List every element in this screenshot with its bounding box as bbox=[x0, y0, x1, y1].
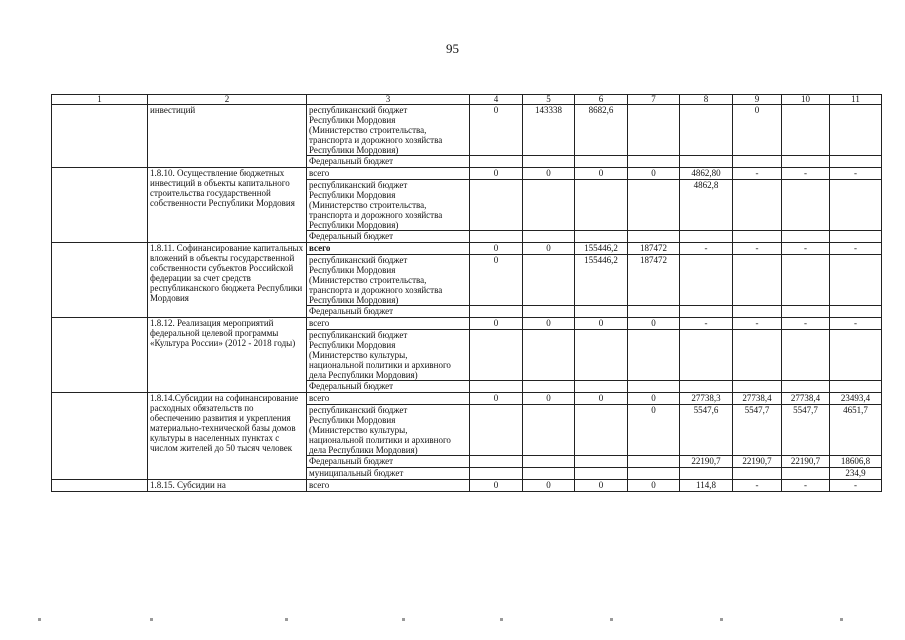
funding-source-cell: всего bbox=[307, 318, 470, 330]
value-cell bbox=[575, 180, 628, 231]
value-cell bbox=[470, 180, 523, 231]
value-cell bbox=[782, 330, 830, 381]
value-cell: 114,8 bbox=[680, 480, 733, 492]
value-cell bbox=[782, 231, 830, 243]
value-cell bbox=[575, 381, 628, 393]
value-cell: 22190,7 bbox=[680, 456, 733, 468]
value-cell bbox=[628, 381, 680, 393]
funding-source-cell: всего bbox=[307, 393, 470, 405]
value-cell: 0 bbox=[470, 318, 523, 330]
header-cell: 9 bbox=[733, 95, 782, 105]
header-cell: 6 bbox=[575, 95, 628, 105]
value-cell bbox=[830, 306, 882, 318]
measure-name-cell: 1.8.10. Осуществление бюджетных инвестиций в объекты капитального строительства государственной собственности Республики Мордовия bbox=[148, 168, 307, 243]
col1-cell bbox=[52, 393, 148, 480]
value-cell bbox=[628, 330, 680, 381]
value-cell: - bbox=[782, 243, 830, 255]
value-cell bbox=[470, 330, 523, 381]
value-cell: 0 bbox=[523, 318, 575, 330]
value-cell bbox=[470, 456, 523, 468]
value-cell: 0 bbox=[628, 168, 680, 180]
value-cell bbox=[575, 156, 628, 168]
col1-cell bbox=[52, 318, 148, 393]
measure-name-cell: 1.8.15. Субсидии на bbox=[148, 480, 307, 492]
value-cell bbox=[523, 468, 575, 480]
value-cell: 0 bbox=[523, 393, 575, 405]
value-cell: - bbox=[733, 480, 782, 492]
funding-source-cell: всего bbox=[307, 480, 470, 492]
value-cell bbox=[782, 105, 830, 156]
header-cell: 1 bbox=[52, 95, 148, 105]
value-cell: 5547,6 bbox=[680, 405, 733, 456]
value-cell bbox=[628, 456, 680, 468]
value-cell: - bbox=[733, 318, 782, 330]
funding-source-cell: республиканский бюджет Республики Мордовия (Министерство культуры, национальной политики и архивного дела Республики Мордовия) bbox=[307, 330, 470, 381]
value-cell bbox=[575, 456, 628, 468]
value-cell: 0 bbox=[523, 243, 575, 255]
funding-source-cell: Федеральный бюджет bbox=[307, 156, 470, 168]
measure-name-cell: 1.8.14.Субсидии на софинансирование расходных обязательств по обеспечению развития и укрепления материально-технической базы домов культуры в населенных пунктах с числом жителей до 50 тысяч человек bbox=[148, 393, 307, 480]
value-cell: 0 bbox=[575, 168, 628, 180]
value-cell: - bbox=[782, 480, 830, 492]
col1-cell bbox=[52, 480, 148, 492]
value-cell: - bbox=[830, 480, 882, 492]
value-cell bbox=[830, 231, 882, 243]
value-cell: 27738,4 bbox=[782, 393, 830, 405]
col1-cell bbox=[52, 105, 148, 168]
value-cell bbox=[733, 306, 782, 318]
value-cell bbox=[523, 381, 575, 393]
value-cell: - bbox=[830, 168, 882, 180]
value-cell bbox=[575, 405, 628, 456]
value-cell bbox=[830, 255, 882, 306]
value-cell: 0 bbox=[523, 168, 575, 180]
value-cell bbox=[628, 468, 680, 480]
value-cell bbox=[680, 105, 733, 156]
value-cell bbox=[628, 156, 680, 168]
value-cell bbox=[680, 231, 733, 243]
header-cell: 4 bbox=[470, 95, 523, 105]
value-cell bbox=[523, 405, 575, 456]
value-cell bbox=[782, 306, 830, 318]
header-cell: 8 bbox=[680, 95, 733, 105]
value-cell bbox=[733, 255, 782, 306]
table-row bbox=[52, 105, 882, 156]
value-cell: 22190,7 bbox=[733, 456, 782, 468]
funding-source-cell: республиканский бюджет Республики Мордовия (Министерство строительства, транспорта и дорожного хозяйства Республики Мордовия) bbox=[307, 180, 470, 231]
measure-name-cell: 1.8.12. Реализация мероприятий федеральной целевой программы «Культура России» (2012 - 2018 годы) bbox=[148, 318, 307, 393]
value-cell bbox=[733, 381, 782, 393]
value-cell bbox=[680, 255, 733, 306]
value-cell bbox=[830, 330, 882, 381]
value-cell: 4651,7 bbox=[830, 405, 882, 456]
value-cell: - bbox=[733, 243, 782, 255]
value-cell bbox=[628, 306, 680, 318]
value-cell: 155446,2 bbox=[575, 243, 628, 255]
value-cell: 187472 bbox=[628, 243, 680, 255]
value-cell bbox=[782, 381, 830, 393]
funding-source-cell: Федеральный бюджет bbox=[307, 306, 470, 318]
value-cell: - bbox=[680, 243, 733, 255]
funding-source-cell: всего bbox=[307, 168, 470, 180]
value-cell bbox=[733, 231, 782, 243]
value-cell bbox=[680, 330, 733, 381]
value-cell: 0 bbox=[523, 480, 575, 492]
value-cell bbox=[470, 381, 523, 393]
value-cell bbox=[470, 468, 523, 480]
value-cell bbox=[680, 156, 733, 168]
value-cell: 5547,7 bbox=[733, 405, 782, 456]
value-cell: - bbox=[680, 318, 733, 330]
funding-source-cell: республиканский бюджет Республики Мордовия (Министерство строительства, транспорта и дорожного хозяйства Республики Мордовия) bbox=[307, 105, 470, 156]
header-row bbox=[52, 95, 882, 105]
value-cell bbox=[470, 306, 523, 318]
value-cell bbox=[470, 156, 523, 168]
value-cell bbox=[628, 180, 680, 231]
value-cell: - bbox=[830, 243, 882, 255]
value-cell: 27738,4 bbox=[733, 393, 782, 405]
value-cell bbox=[680, 468, 733, 480]
value-cell: - bbox=[733, 168, 782, 180]
value-cell bbox=[575, 231, 628, 243]
header-cell: 3 bbox=[307, 95, 470, 105]
value-cell: 0 bbox=[628, 480, 680, 492]
value-cell: 0 bbox=[470, 105, 523, 156]
value-cell bbox=[680, 306, 733, 318]
value-cell: 18606,8 bbox=[830, 456, 882, 468]
value-cell: - bbox=[830, 318, 882, 330]
table-row bbox=[52, 393, 882, 405]
value-cell bbox=[523, 456, 575, 468]
value-cell: 5547,7 bbox=[782, 405, 830, 456]
funding-source-cell: Федеральный бюджет bbox=[307, 231, 470, 243]
value-cell bbox=[830, 156, 882, 168]
table-row bbox=[52, 168, 882, 180]
col1-cell bbox=[52, 243, 148, 318]
value-cell: 23493,4 bbox=[830, 393, 882, 405]
value-cell: 0 bbox=[575, 480, 628, 492]
value-cell: 0 bbox=[575, 393, 628, 405]
value-cell: - bbox=[782, 168, 830, 180]
value-cell: 234,9 bbox=[830, 468, 882, 480]
value-cell: - bbox=[782, 318, 830, 330]
value-cell bbox=[733, 468, 782, 480]
value-cell: 0 bbox=[628, 318, 680, 330]
value-cell: 155446,2 bbox=[575, 255, 628, 306]
value-cell: 0 bbox=[470, 480, 523, 492]
funding-source-cell: Федеральный бюджет bbox=[307, 381, 470, 393]
header-cell: 7 bbox=[628, 95, 680, 105]
value-cell bbox=[470, 405, 523, 456]
value-cell: 8682,6 bbox=[575, 105, 628, 156]
value-cell bbox=[523, 330, 575, 381]
value-cell: 143338 bbox=[523, 105, 575, 156]
funding-source-cell: Федеральный бюджет bbox=[307, 456, 470, 468]
value-cell bbox=[733, 330, 782, 381]
value-cell: 0 bbox=[733, 105, 782, 156]
value-cell bbox=[830, 105, 882, 156]
funding-source-cell: всего bbox=[307, 243, 470, 255]
col1-cell bbox=[52, 168, 148, 243]
funding-source-cell: муниципальный бюджет bbox=[307, 468, 470, 480]
budget-table bbox=[51, 94, 882, 492]
value-cell: 0 bbox=[470, 393, 523, 405]
value-cell bbox=[830, 180, 882, 231]
value-cell: 0 bbox=[470, 255, 523, 306]
header-cell: 2 bbox=[148, 95, 307, 105]
page-number: 95 bbox=[446, 41, 459, 56]
table-row bbox=[52, 318, 882, 330]
value-cell bbox=[575, 330, 628, 381]
value-cell: 27738,3 bbox=[680, 393, 733, 405]
value-cell: 0 bbox=[470, 243, 523, 255]
value-cell bbox=[523, 306, 575, 318]
value-cell: 0 bbox=[575, 318, 628, 330]
value-cell: 22190,7 bbox=[782, 456, 830, 468]
funding-source-cell: республиканский бюджет Республики Мордовия (Министерство строительства, транспорта и дорожного хозяйства Республики Мордовия) bbox=[307, 255, 470, 306]
header-cell: 5 bbox=[523, 95, 575, 105]
measure-name-cell: инвестиций bbox=[148, 105, 307, 168]
value-cell: 0 bbox=[628, 393, 680, 405]
value-cell bbox=[782, 468, 830, 480]
value-cell bbox=[628, 231, 680, 243]
value-cell bbox=[470, 231, 523, 243]
value-cell bbox=[523, 255, 575, 306]
value-cell bbox=[782, 255, 830, 306]
header-cell: 11 bbox=[830, 95, 882, 105]
table-row bbox=[52, 480, 882, 492]
value-cell bbox=[628, 105, 680, 156]
measure-name-cell: 1.8.11. Софинансирование капитальных вложений в объекты государственной собственности субъектов Российской федерации за счет средств республиканского бюджета Республики Мордовия bbox=[148, 243, 307, 318]
value-cell bbox=[575, 468, 628, 480]
value-cell bbox=[830, 381, 882, 393]
value-cell: 0 bbox=[628, 405, 680, 456]
value-cell bbox=[782, 180, 830, 231]
table-row bbox=[52, 243, 882, 255]
value-cell bbox=[680, 381, 733, 393]
header-cell: 10 bbox=[782, 95, 830, 105]
value-cell bbox=[575, 306, 628, 318]
value-cell bbox=[523, 180, 575, 231]
value-cell bbox=[782, 156, 830, 168]
value-cell bbox=[523, 231, 575, 243]
value-cell: 4862,8 bbox=[680, 180, 733, 231]
value-cell bbox=[523, 156, 575, 168]
value-cell: 187472 bbox=[628, 255, 680, 306]
value-cell bbox=[733, 156, 782, 168]
value-cell: 4862,80 bbox=[680, 168, 733, 180]
value-cell: 0 bbox=[470, 168, 523, 180]
scan-noise bbox=[30, 618, 875, 624]
value-cell bbox=[733, 180, 782, 231]
funding-source-cell: республиканский бюджет Республики Мордовия (Министерство культуры, национальной политики и архивного дела Республики Мордовия) bbox=[307, 405, 470, 456]
